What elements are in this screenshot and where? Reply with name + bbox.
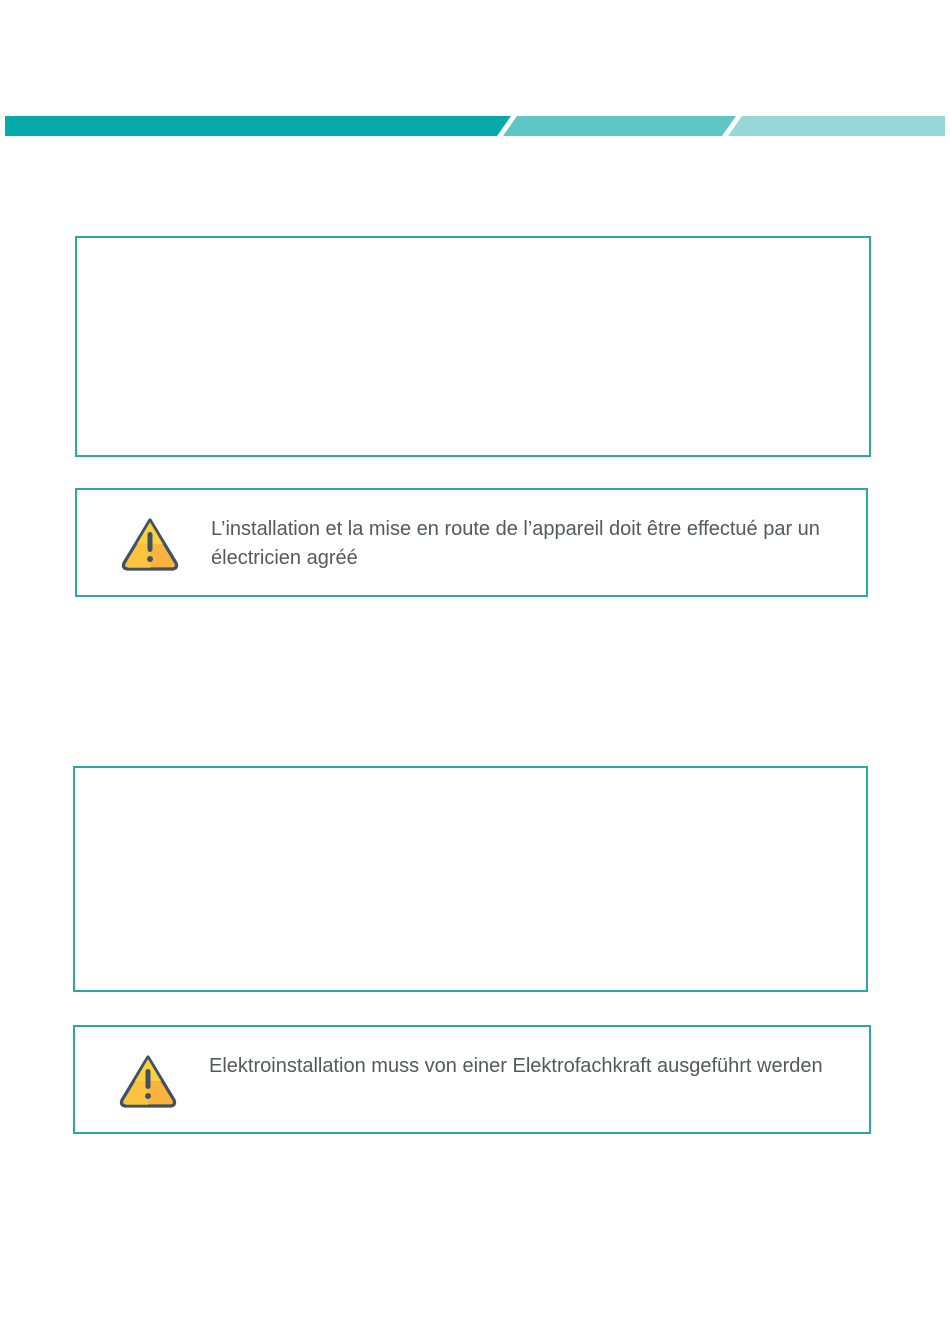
header-stripe-dark bbox=[5, 116, 511, 136]
header-stripe-graphic bbox=[5, 116, 945, 136]
warning-box-french bbox=[75, 488, 868, 597]
warning-box-german bbox=[73, 1025, 871, 1134]
header-stripe-bar bbox=[5, 116, 945, 136]
warning-triangle-icon bbox=[117, 1052, 179, 1110]
header-stripe-light bbox=[728, 116, 945, 136]
content-frame-french bbox=[75, 236, 871, 457]
warning-text-german: Elektroinstallation muss von einer Elektrofachkraft ausgeführt werden bbox=[209, 1055, 823, 1077]
warning-text-french: L’installation et la mise en route de l’appareil doit être effectué par un électricien agréé bbox=[211, 518, 820, 569]
content-frame-german bbox=[73, 766, 868, 992]
header-stripe-mid bbox=[503, 116, 736, 136]
warning-triangle-icon bbox=[119, 515, 181, 573]
